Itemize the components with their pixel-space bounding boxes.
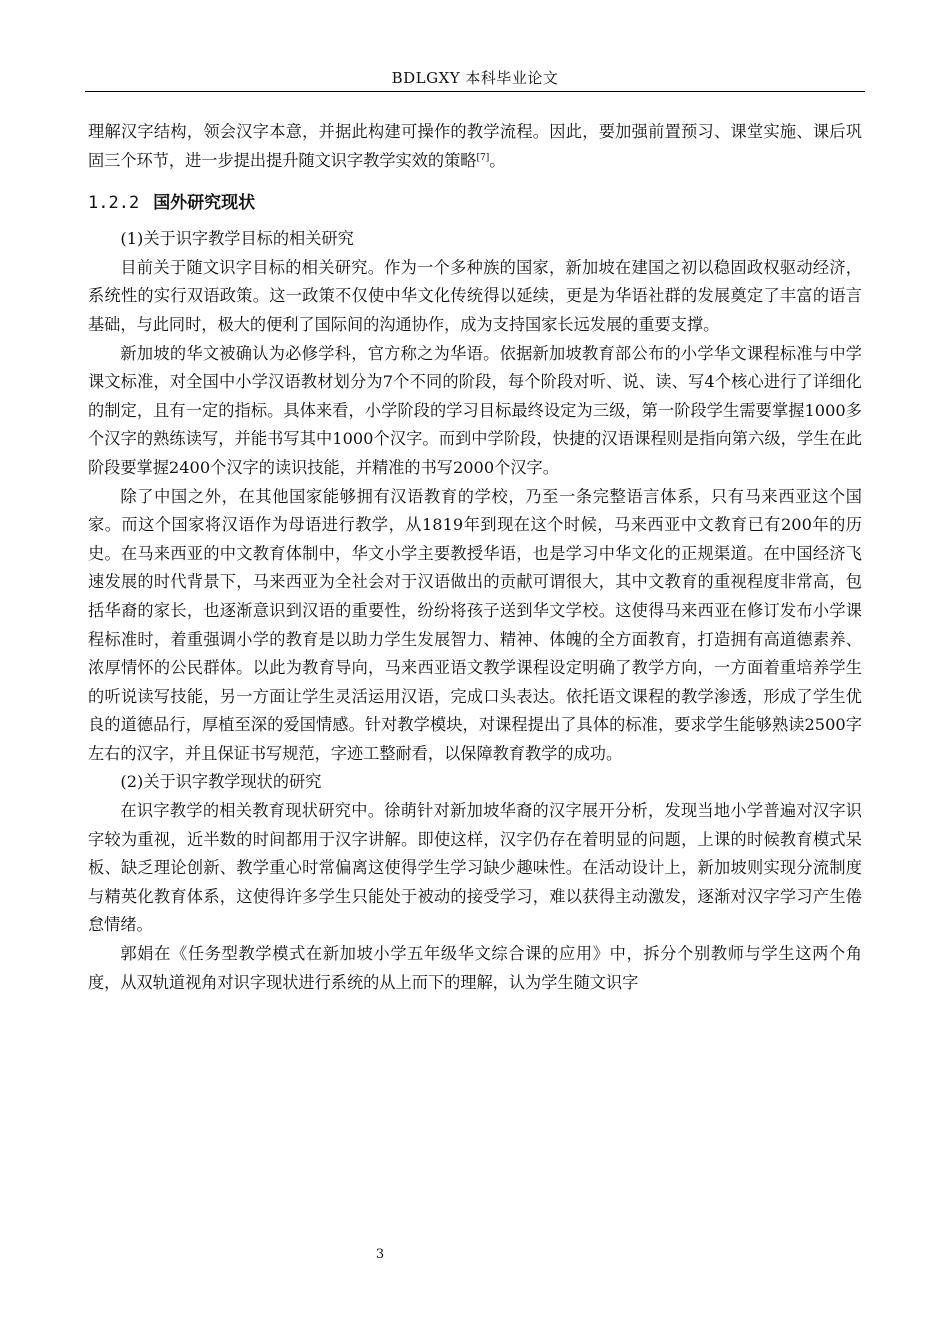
page-number: 3 [375,1247,385,1262]
subsection-heading-1: (1)关于识字教学目标的相关研究 [120,229,354,249]
paragraph-tail: 。 [489,150,506,170]
section-number: 1.2.2 [88,193,140,214]
paragraph-4: 在识字教学的相关教育现状研究中。徐萌针对新加坡华裔的汉字展开分析，发现当地小学普遍对汉字识字较为重视，近半数的时间都用于汉字讲解。即使这样，汉字仍存在着明显的问题，上课的时候教育模式呆板、缺乏理论创新、教学重心时常偏离这使得学生学习缺少趣味性。在活动设计上，新加坡则实现分流制度与精英化教育体系，这使得许多学生只能处于被动的接受学习，难以获得主动激发，逐渐对汉字学习产生倦怠情绪。 [88,801,862,935]
paragraph-2: 新加坡的华文被确认为必修学科，官方称之为华语。依据新加坡教育部公布的小学华文课程标准与中学课文标准，对全国中小学汉语教材划分为7个不同的阶段，每个阶段对听、说、读、写4个核心进行了详细化的制定，且有一定的指标。具体来看，小学阶段的学习目标最终设定为三级，第一阶段学生需要掌握1000多个汉字的熟练读写，并能书写其中1000个汉字。而到中学阶段，快捷的汉语课程则是指向第六级，学生在此阶段要掌握2400个汉字的读识技能，并精准的书写2000个汉字。 [88,343,862,477]
subsection-heading-2: (2)关于识字教学现状的研究 [120,772,322,792]
running-header: BDLGXY 本科毕业论文 [391,69,559,87]
citation-marker: [7] [476,152,490,163]
body-text [88,118,862,997]
paragraph-1: 目前关于随文识字目标的相关研究。作为一个多种族的国家，新加坡在建国之初以稳固政权驱动经济，系统性的实行双语政策。这一政策不仅使中华文化传统得以延续，更是为华语社群的发展奠定了丰富的语言基础，与此同时，极大的便利了国际间的沟通协作，成为支持国家长远发展的重要支撑。 [88,257,862,334]
paragraph-3: 除了中国之外，在其他国家能够拥有汉语教育的学校，乃至一条完整语言体系，只有马来西亚这个国家。而这个国家将汉语作为母语进行教学，从1819年到现在这个时候，马来西亚中文教育已有200年的历史。在马来西亚的中文教育体制中，华文小学主要教授华语，也是学习中华文化的正规渠道。在中国经济飞速发展的时代背景下，马来西亚为全社会对于汉语做出的贡献可谓很大，其中文教育的重视程度非常高，包括华裔的家长，也逐渐意识到汉语的重要性，纷纷将孩子送到华文学校。这使得马来西亚在修订发布小学课程标准时，着重强调小学的教育是以助力学生发展智力、精神、体魄的全方面教育，打造拥有高道德素养、浓厚情怀的公民群体。以此为教育导向，马来西亚语文教学课程设定明确了教学方向，一方面着重培养学生的听说读写技能，另一方面让学生灵活运用汉语，完成口头表达。依托语文课程的教学渗透，形成了学生优良的道德品行，厚植至深的爱国情感。针对教学模块，对课程提出了具体的标准，要求学生能够熟读2500字左右的汉字，并且保证书写规范，字迹工整耐看，以保障教育教学的成功。 [88,486,862,763]
section-title: 国外研究现状 [153,193,256,214]
paragraph-continuation [88,118,862,175]
section-heading [88,187,862,219]
header-rule [85,91,865,92]
paragraph-text: 理解汉字结构，领会汉字本意，并据此构建可操作的教学流程。因此，要加强前置预习、课堂实施、课后巩固三个环节，进一步提出提升随文识字教学实效的策略 [88,122,862,170]
paragraph-5: 郭娟在《任务型教学模式在新加坡小学五年级华文综合课的应用》中，拆分个别教师与学生这两个角度，从双轨道视角对识字现状进行系统的从上而下的理解，认为学生随文识字 [88,944,862,992]
